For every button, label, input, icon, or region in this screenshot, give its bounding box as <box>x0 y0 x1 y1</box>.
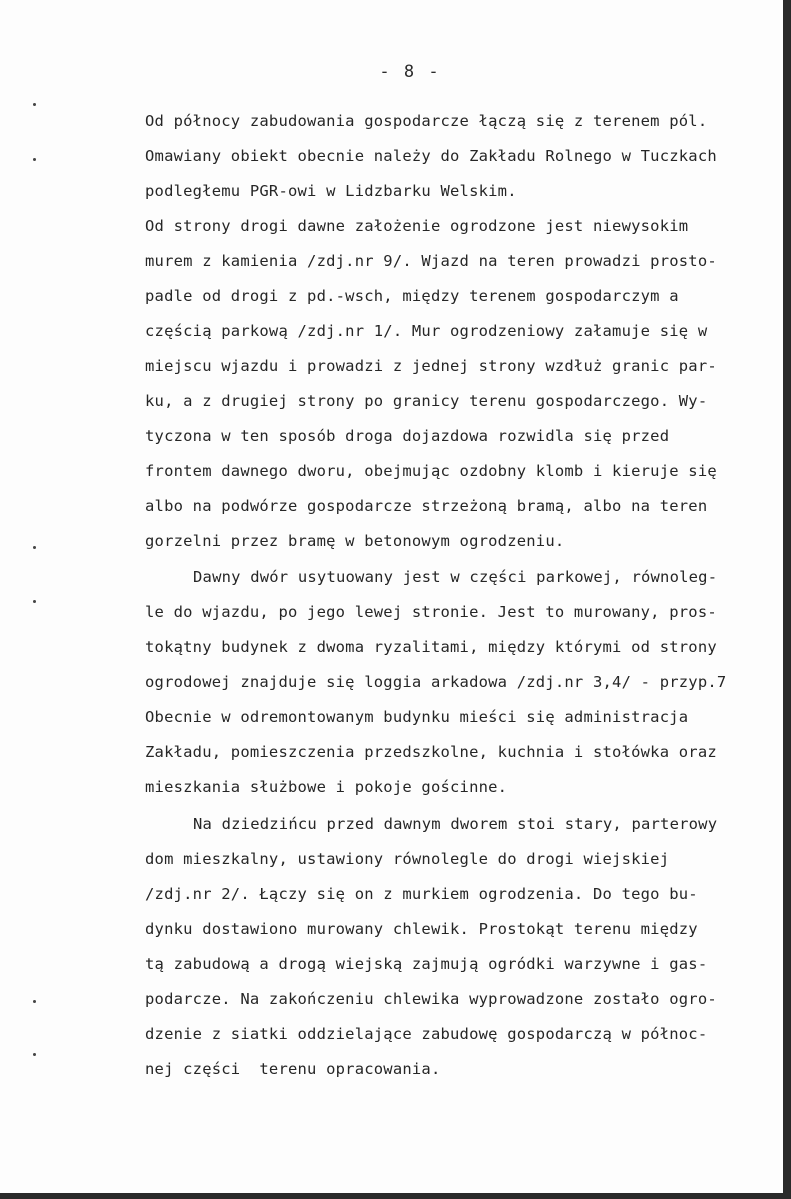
margin-speck <box>33 600 36 603</box>
margin-speck <box>33 546 36 549</box>
text-line: padle od drogi z pd.-wsch, między terenem gospodarczym a <box>145 287 679 305</box>
text-line: Zakładu, pomieszczenia przedszkolne, kuchnia i stołówka oraz <box>145 743 717 761</box>
scan-edge-bottom <box>0 1193 791 1199</box>
text-line: ku, a z drugiej strony po granicy terenu gospodarczego. Wy- <box>145 392 708 410</box>
paragraph-start-line: Dawny dwór usytuowany jest w części parkowej, równoleg- <box>193 568 718 586</box>
text-line: podległemu PGR-owi w Lidzbarku Welskim. <box>145 182 517 200</box>
text-line: ogrodowej znajduje się loggia arkadowa /zdj.nr 3,4/ - przyp.7 <box>145 673 727 691</box>
text-line: tą zabudową a drogą wiejską zajmują ogródki warzywne i gas- <box>145 955 708 973</box>
page-number: - 8 - <box>379 62 441 82</box>
margin-speck <box>33 103 36 106</box>
text-line: częścią parkową /zdj.nr 1/. Mur ogrodzeniowy załamuje się w <box>145 322 708 340</box>
paragraph-start-line: Na dziedzińcu przed dawnym dworem stoi stary, parterowy <box>193 815 718 833</box>
text-line: frontem dawnego dworu, obejmując ozdobny klomb i kieruje się <box>145 462 717 480</box>
margin-speck <box>33 1053 36 1056</box>
text-line: miejscu wjazdu i prowadzi z jednej strony wzdłuż granic par- <box>145 357 717 375</box>
text-line: murem z kamienia /zdj.nr 9/. Wjazd na teren prowadzi prosto- <box>145 252 717 270</box>
text-line: /zdj.nr 2/. Łączy się on z murkiem ogrodzenia. Do tego bu- <box>145 885 698 903</box>
text-line: tokątny budynek z dwoma ryzalitami, między którymi od strony <box>145 638 717 656</box>
text-line: dzenie z siatki oddzielające zabudowę gospodarczą w północ- <box>145 1025 708 1043</box>
text-line: mieszkania służbowe i pokoje gościnne. <box>145 778 508 796</box>
text-line: albo na podwórze gospodarcze strzeżoną bramą, albo na teren <box>145 497 708 515</box>
text-line: Od północy zabudowania gospodarcze łączą się z terenem pól. <box>145 112 708 130</box>
margin-speck <box>33 158 36 161</box>
text-line: gorzelni przez bramę w betonowym ogrodzeniu. <box>145 532 565 550</box>
text-line: tyczona w ten sposób droga dojazdowa rozwidla się przed <box>145 427 670 445</box>
text-line: dynku dostawiono murowany chlewik. Prostokąt terenu między <box>145 920 698 938</box>
text-line: podarcze. Na zakończeniu chlewika wyprowadzone zostało ogro- <box>145 990 717 1008</box>
text-line: Omawiany obiekt obecnie należy do Zakładu Rolnego w Tuczkach <box>145 147 717 165</box>
text-line: Obecnie w odremontowanym budynku mieści się administracja <box>145 708 689 726</box>
scan-edge-right <box>783 0 791 1199</box>
text-line: le do wjazdu, po jego lewej stronie. Jest to murowany, pros- <box>145 603 717 621</box>
text-line: Od strony drogi dawne założenie ogrodzone jest niewysokim <box>145 217 689 235</box>
text-line: dom mieszkalny, ustawiony równolegle do drogi wiejskiej <box>145 850 670 868</box>
text-line: nej części terenu opracowania. <box>145 1060 441 1078</box>
margin-speck <box>33 1000 36 1003</box>
